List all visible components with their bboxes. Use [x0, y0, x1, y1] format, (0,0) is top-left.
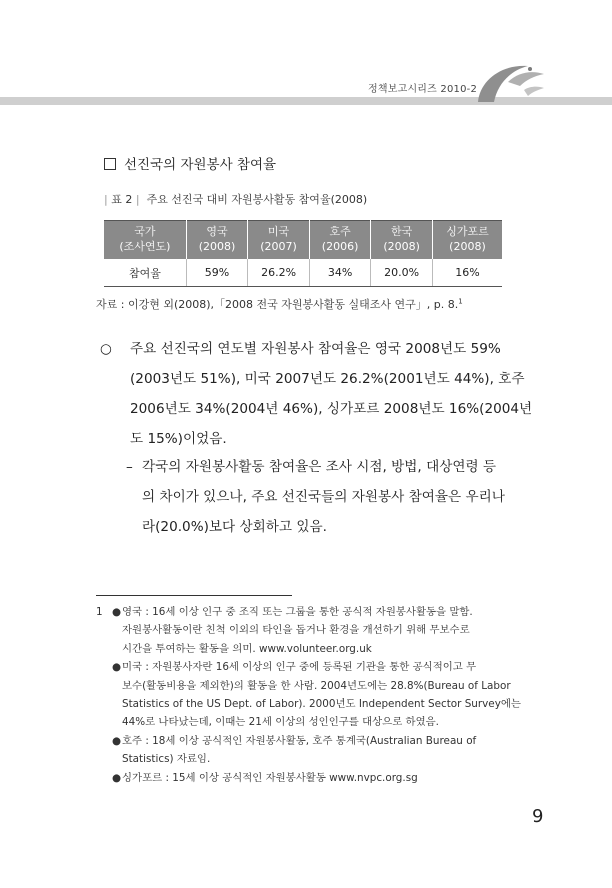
participation-table	[104, 220, 502, 287]
footnote-line: ●싱가포르 : 15세 이상 공식적인 자원봉사활동 www.nvpc.org.sg	[96, 769, 516, 787]
footnote-line: ●호주 : 18세 이상 공식적인 자원봉사활동, 호주 통계국(Australian Bureau of	[96, 732, 516, 750]
paragraph-line: (2003년도 51%), 미국 2007년도 26.2%(2001년도 44%), 호주	[130, 371, 525, 387]
footnote-line: 보수(활동비용을 제외한)의 활동을 한 사람. 2004년도에는 28.8%(Bureau of Labor	[122, 679, 511, 692]
dash-bullet-icon: –	[126, 459, 133, 475]
bullet-icon: ●	[112, 606, 122, 618]
header-cell: 영국 (2008)	[186, 221, 248, 260]
page-number: 9	[532, 806, 544, 827]
footnotes	[96, 603, 521, 787]
table-cell: 20.0%	[371, 259, 433, 287]
table-cell: 26.2%	[248, 259, 310, 287]
footnote-number: 1	[96, 606, 103, 618]
header-cell: 호주 (2006)	[309, 221, 371, 260]
paragraph-sub	[126, 452, 518, 542]
header-cell: 국가 (조사연도)	[104, 221, 186, 260]
footnote-line: Statistics) 자료임.	[122, 753, 211, 766]
section-title	[104, 153, 276, 173]
bullet-icon: ●	[112, 734, 122, 747]
header-cell: 미국 (2007)	[248, 221, 310, 260]
footnote-line: Statistics of the US Dept. of Labor). 2000년도 Independent Sector Survey에는	[122, 697, 521, 710]
bird-logo-icon	[468, 56, 548, 108]
table-caption-label: 표 2	[111, 193, 133, 206]
table-cell: 34%	[309, 259, 371, 287]
section-title-text: 선진국의 자원봉사 참여율	[124, 157, 277, 173]
paragraph-line: 의 차이가 있으나, 주요 선진국들의 자원봉사 참여율은 우리나	[142, 489, 505, 505]
table-cell: 59%	[186, 259, 248, 287]
footnote-ref: 1	[458, 297, 463, 306]
paragraph-line: 도 15%)이었음.	[130, 431, 227, 447]
header-cell: 싱가포르 (2008)	[432, 221, 502, 260]
circle-bullet-icon: ○	[100, 341, 112, 357]
header-cell: 한국 (2008)	[371, 221, 433, 260]
checkbox-square-icon	[104, 158, 116, 170]
table-source: 자료 : 이강현 외(2008),「2008 전국 자원봉사활동 실태조사 연구」, p. 8.$^1$	[96, 297, 463, 311]
table-row	[104, 259, 502, 287]
table-cell: 16%	[432, 259, 502, 287]
paragraph-line: – 각국의 자원봉사활동 참여율은 조사 시점, 방법, 대상연령 등	[126, 452, 518, 482]
bullet-icon: ●	[112, 661, 122, 674]
footnote-line: ●미국 : 자원봉사자란 16세 이상의 인구 중에 등록된 기관을 통한 공식적이고 무	[96, 658, 516, 676]
footnote-divider	[96, 595, 292, 596]
table-cell: 참여율	[104, 259, 186, 287]
footnote-line: 44%로 나타났는데, 이때는 21세 이상의 성인인구를 대상으로 하였음.	[122, 716, 439, 729]
table-caption: | 표 2 | 주요 선진국 대비 자원봉사활동 참여율(2008)	[104, 193, 368, 206]
footnote-line: 자원봉사활동이란 친척 이외의 타인을 돕거나 환경을 개선하기 위해 무보수로	[122, 624, 470, 637]
bullet-icon: ●	[112, 771, 122, 784]
footnote-line: 시간을 투여하는 활동을 의미. www.volunteer.org.uk	[122, 642, 372, 655]
series-title: 정책보고시리즈 2010-2	[368, 84, 478, 95]
paragraph-line: 라(20.0%)보다 상회하고 있음.	[142, 519, 327, 535]
footnote-line: 1 ●영국 : 16세 이상 인구 중 조직 또는 그룹을 통한 공식적 자원봉사활동을 말함.	[96, 603, 516, 621]
paragraph-line: 2006년도 34%(2004년 46%), 싱가포르 2008년도 16%(2004년	[130, 401, 533, 417]
table-header-row	[104, 221, 502, 260]
table-caption-text: 주요 선진국 대비 자원봉사활동 참여율(2008)	[146, 193, 368, 206]
paragraph-line: ○ 주요 선진국의 연도별 자원봉사 참여율은 영국 2008년도 59%	[100, 334, 520, 364]
paragraph-main	[100, 334, 533, 454]
